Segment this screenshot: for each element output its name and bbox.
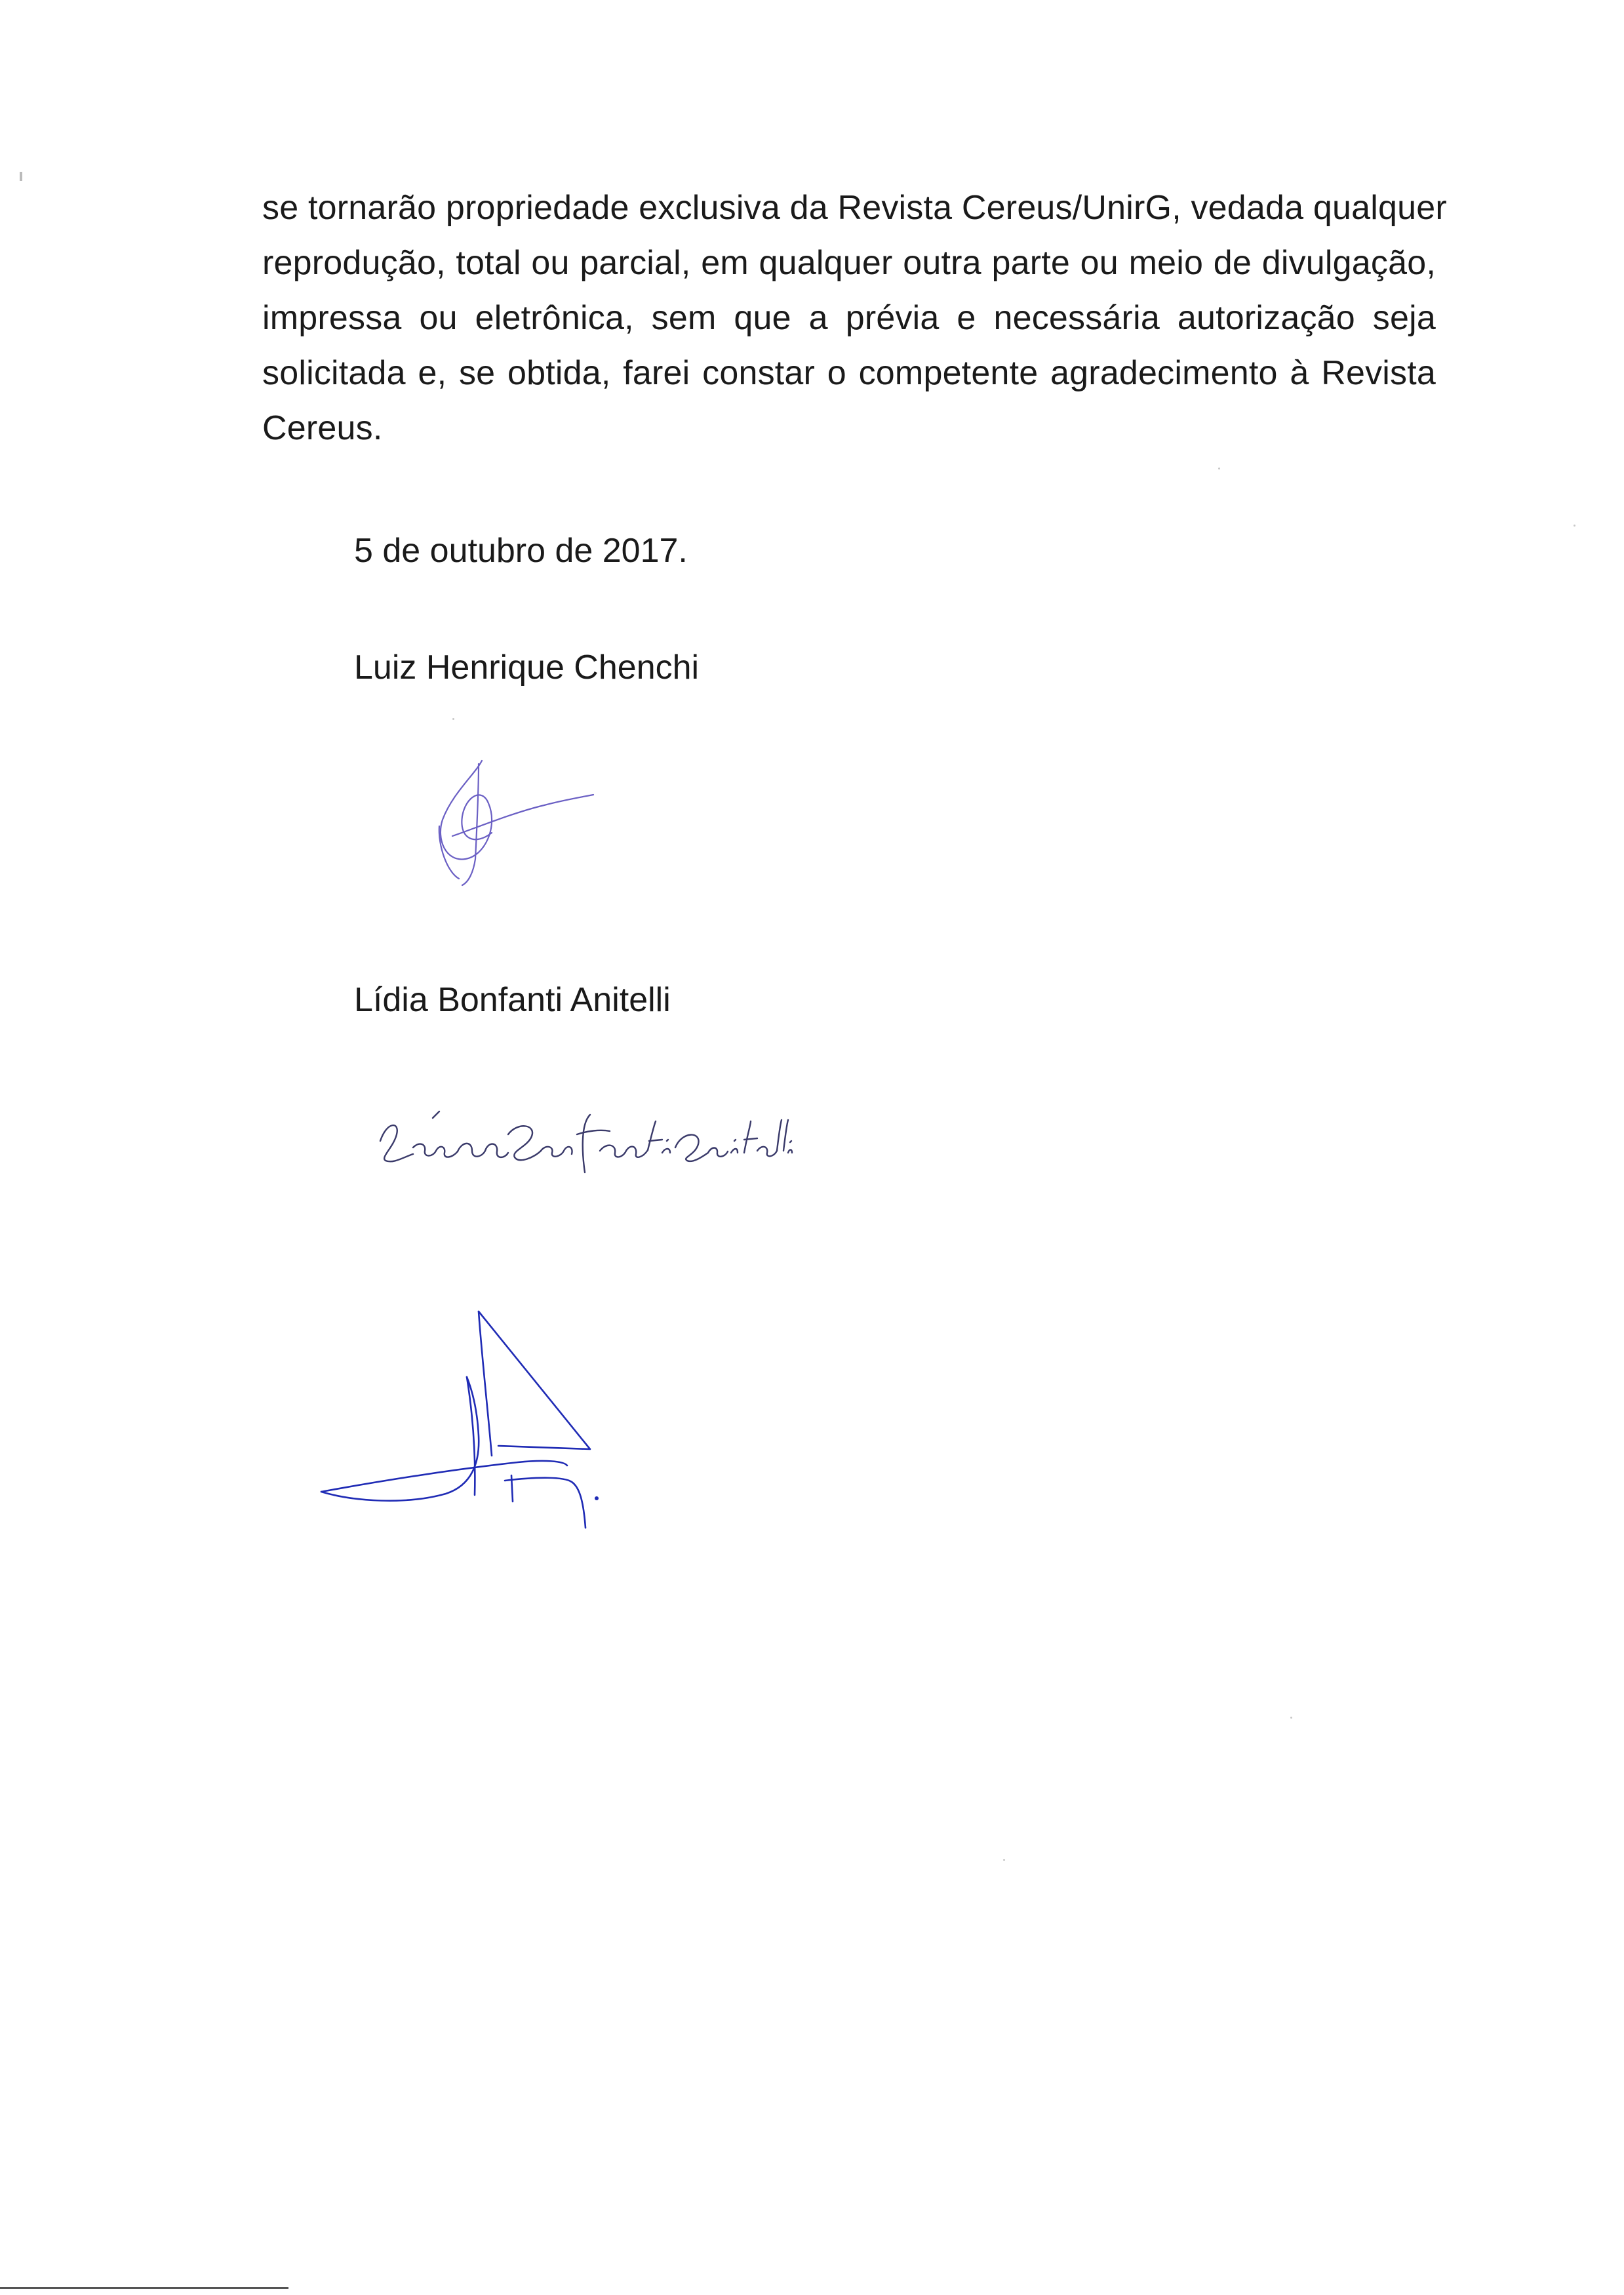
body-line: impressa ou eletrônica, sem que a prévia e necessária autorização seja [262, 299, 1436, 337]
scan-speck [1218, 468, 1220, 469]
scan-speck [1574, 525, 1575, 527]
signature-3 [315, 1305, 656, 1567]
body-line: solicitada e, se obtida, farei constar o competente agradecimento à Revista [262, 354, 1436, 392]
body-line: Cereus. [262, 409, 383, 447]
scan-edge-mark [20, 172, 22, 181]
scan-speck [452, 718, 454, 720]
signature-1 [413, 748, 610, 898]
body-line: se tornarão propriedade exclusiva da Revista Cereus/UnirG, vedada qualquer [262, 189, 1447, 227]
signatory-name-1: Luiz Henrique Chenchi [354, 649, 700, 687]
scan-speck [1290, 1717, 1292, 1719]
body-paragraph [262, 180, 1447, 456]
signature-2 [374, 1095, 793, 1174]
scan-bottom-edge [0, 2287, 288, 2289]
scan-speck [1003, 1859, 1005, 1861]
signatory-name-2: Lídia Bonfanti Anitelli [354, 981, 671, 1019]
document-date: 5 de outubro de 2017. [354, 532, 688, 570]
body-line: reprodução, total ou parcial, em qualquer outra parte ou meio de divulgação, [262, 244, 1436, 282]
